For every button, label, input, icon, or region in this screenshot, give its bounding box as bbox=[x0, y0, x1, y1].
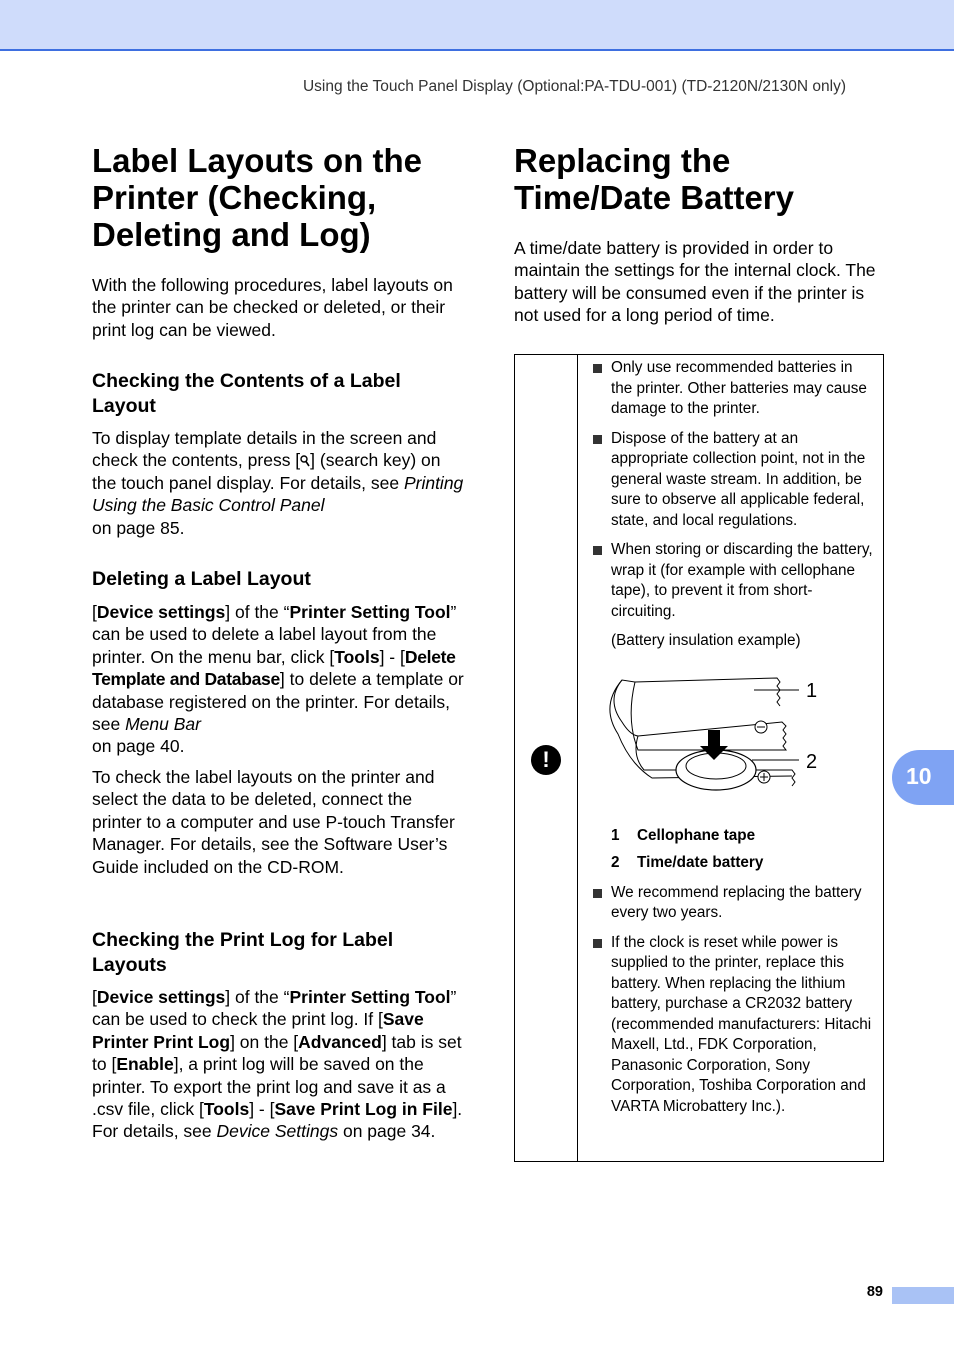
cross-reference: Printing Using the Basic Control Panel bbox=[92, 472, 464, 516]
note-item: When storing or discarding the battery, wrap it (for example with cellophane tape), to prevent it from short-circuiting. bbox=[592, 540, 877, 622]
battery-intro-paragraph: A time/date battery is provided in order to maintain the settings for the internal clock. The battery will be consumed even if the printer is not used for a long period of time. bbox=[514, 238, 876, 326]
note-content bbox=[592, 358, 877, 1117]
cross-reference: Menu Bar bbox=[125, 714, 201, 735]
legend-item-1: 1 Cellophane tape bbox=[611, 826, 756, 844]
bullet-square-icon bbox=[593, 435, 602, 444]
transfer-manager-paragraph: To check the label layouts on the printer and select the data to be deleted, connect the printer to a computer and use P-touch Transfer Manager. For details, see the Software User’s Guide included on the CD-ROM. bbox=[92, 767, 455, 877]
note-item: Dispose of the battery at an appropriate collection point, not in the general waste stream. In addition, be sure to observe all applicable federal, state, and local regulations. bbox=[592, 429, 877, 532]
bullet-square-icon bbox=[593, 939, 602, 948]
deleting-paragraph: [Device settings] of the “Printer Setting Tool” can be used to delete a label layout from the printer. On the menu bar, click [Tools] - [Delete Template and Database] to delete a template or database registered on the printer. For details, see Menu Bar on page 40. bbox=[92, 602, 464, 757]
intro-paragraph: With the following procedures, label layouts on the printer can be checked or deleted, or their print log can be viewed. bbox=[92, 275, 453, 340]
exclamation-icon: ! bbox=[531, 745, 561, 775]
checking-contents-paragraph: To display template details in the screen and check the contents, press [ ] (search key) on the touch panel display. For details, see Printing Using the Basic Control Panel on page 85. bbox=[92, 428, 464, 538]
note-item: If the clock is reset while power is supplied to the printer, replace this battery. When replacing the lithium battery, purchase a CR2032 battery (recommended manufacturers: Hitachi Maxell, Ltd., FDK Corporation, Panasonic Corporation, Sony Corporation, Toshiba Corporation and VARTA Microbattery Inc.). bbox=[592, 933, 877, 1118]
cross-reference: Device Settings bbox=[216, 1121, 339, 1142]
section-title-battery: Replacing the Time/Date Battery bbox=[514, 142, 795, 216]
header-band bbox=[0, 0, 954, 51]
page-title: Label Layouts on the Printer (Checking, Deleting and Log) bbox=[92, 142, 423, 253]
page-number: 89 bbox=[866, 1284, 883, 1300]
running-head: Using the Touch Panel Display (Optional:PA-TDU-001) (TD-2120N/2130N only) bbox=[302, 78, 846, 95]
note-item: We recommend replacing the battery every two years. bbox=[592, 883, 877, 924]
note-item: Only use recommended batteries in the printer. Other batteries may cause damage to the printer. bbox=[592, 358, 877, 420]
battery-insulation-figure bbox=[592, 660, 877, 820]
bullet-square-icon bbox=[593, 546, 602, 555]
chapter-tab: 10 bbox=[892, 750, 954, 805]
section-heading-print-log: Checking the Print Log for Label Layouts bbox=[92, 929, 394, 976]
note-divider bbox=[577, 355, 578, 1161]
callout-2: 2 bbox=[806, 750, 818, 773]
section-heading-checking-contents: Checking the Contents of a Label Layout bbox=[92, 370, 401, 417]
important-note-box bbox=[514, 354, 884, 1162]
section-heading-deleting: Deleting a Label Layout bbox=[92, 568, 311, 590]
search-key-icon bbox=[300, 454, 310, 468]
footer-band bbox=[892, 1287, 954, 1304]
bullet-square-icon bbox=[593, 364, 602, 373]
print-log-paragraph: [Device settings] of the “Printer Setting Tool” can be used to check the print log. If [Save Printer Print Log] on the [Advanced] tab is set to [Enable], a print log will be saved on the printer. To export the print log and save it as a .csv file, click [Tools] - [Save Print Log in File]. For details, see Device Settings on page 34. bbox=[92, 987, 463, 1142]
battery-illustration bbox=[592, 660, 877, 820]
callout-1: 1 bbox=[806, 679, 818, 702]
bullet-square-icon bbox=[593, 889, 602, 898]
figure-caption-example: (Battery insulation example) bbox=[611, 632, 801, 649]
legend-item-2: 2 Time/date battery bbox=[611, 854, 764, 871]
